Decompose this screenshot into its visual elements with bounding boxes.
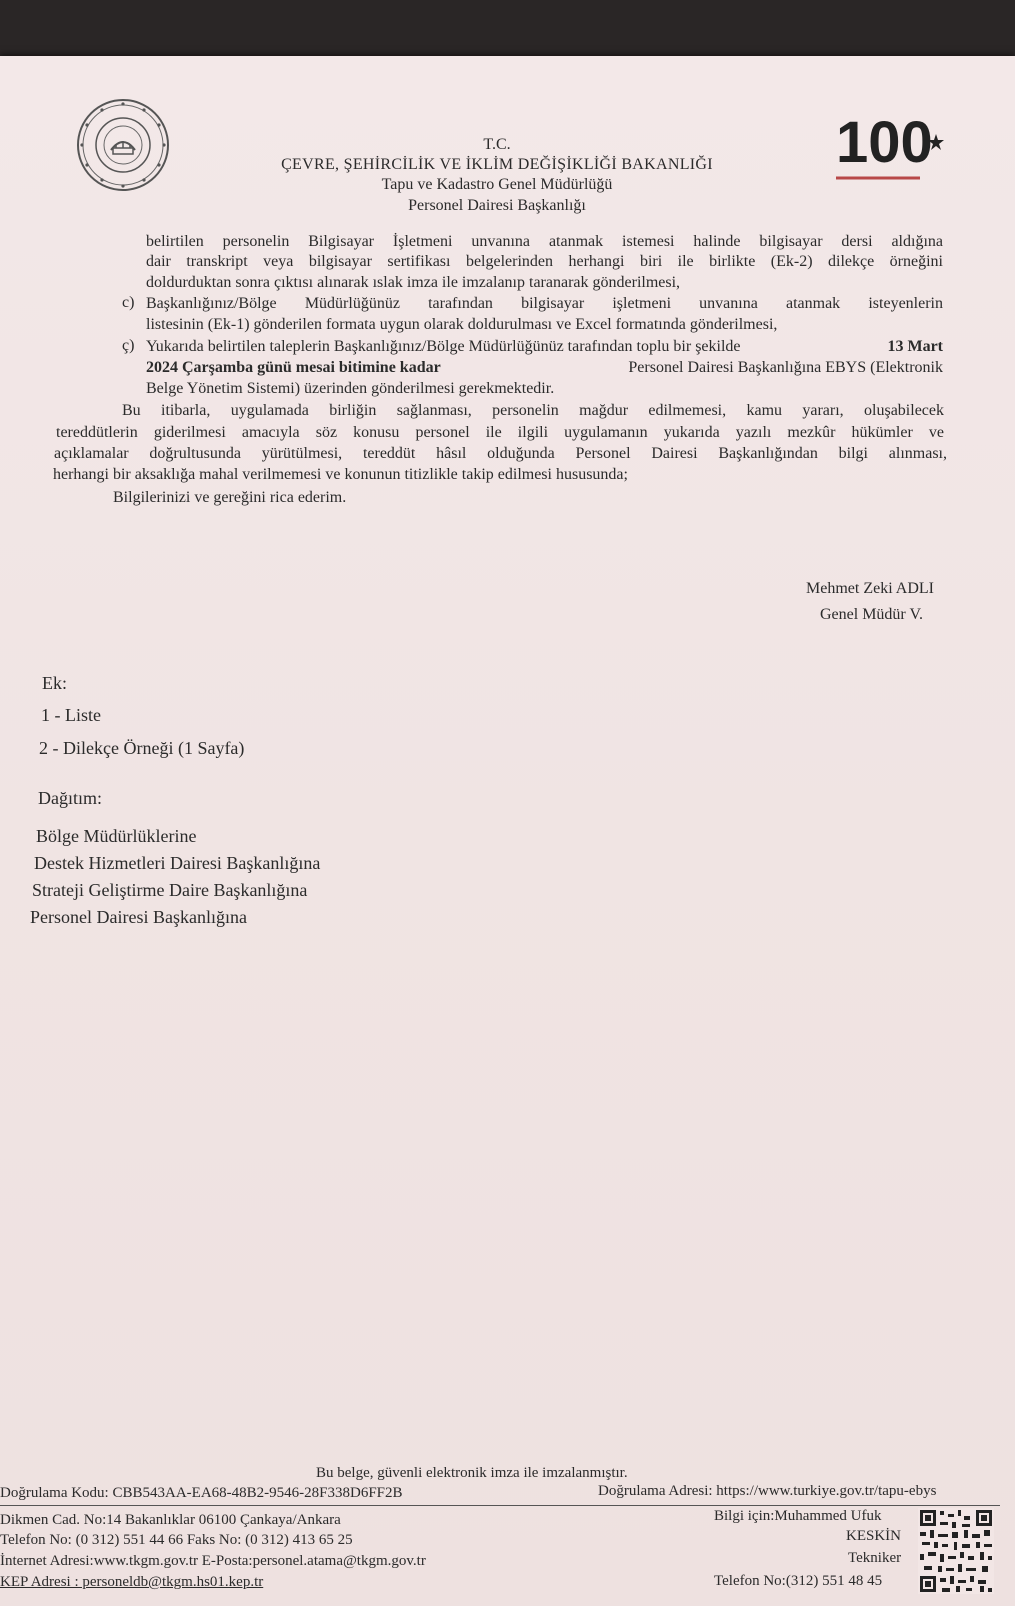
verification-code: Doğrulama Kodu: CBB543AA-EA68-48B2-9546-28F338D6FF2B xyxy=(0,1485,403,1501)
paragraph-line: Belge Yönetim Sistemi) üzerinden gönderilmesi gerekmektedir. xyxy=(146,380,555,397)
signer-title: Genel Müdür V. xyxy=(820,606,923,623)
closing-line: Bilgilerinizi ve gereğini rica ederim. xyxy=(113,489,347,506)
item-marker-c: c) xyxy=(122,294,135,311)
text-span: Yukarıda belirtilen taleplerin Başkanlığınız/Bölge Müdürlüğünüz tarafından toplu bir şekilde xyxy=(146,338,741,355)
header-directorate: Tapu ve Kadastro Genel Müdürlüğü xyxy=(381,176,613,193)
postal-address: Dikmen Cad. No:14 Bakanlıklar 06100 Çankaya/Ankara xyxy=(0,1512,341,1528)
centennial-number: 100 xyxy=(836,110,933,175)
ministry-seal-icon xyxy=(76,98,170,192)
distribution-label: Dağıtım: xyxy=(38,788,102,808)
phone-fax: Telefon No: (0 312) 551 44 66 Faks No: (0 312) 413 65 25 xyxy=(0,1532,353,1548)
kep-address: KEP Adresi : personeldb@tkgm.hs01.kep.tr xyxy=(0,1574,264,1590)
distribution-item: Bölge Müdürlüklerine xyxy=(36,826,197,846)
centennial-100-icon xyxy=(836,110,946,190)
paragraph-line xyxy=(146,337,943,357)
web-email: İnternet Adresi:www.tkgm.gov.tr E-Posta:personel.atama@tkgm.gov.tr xyxy=(0,1553,426,1569)
contact-phone: Telefon No:(312) 551 48 45 xyxy=(714,1573,883,1589)
deadline-text: 2024 Çarşamba günü mesai bitimine kadar xyxy=(146,359,441,376)
verification-address: Doğrulama Adresi: https://www.turkiye.gov.tr/tapu-ebys xyxy=(598,1483,937,1499)
esign-note: Bu belge, güvenli elektronik imza ile imzalanmıştır. xyxy=(316,1465,628,1481)
paragraph-line: Başkanlığınız/Bölge Müdürlüğünüz tarafından bilgisayar işletmeni unvanına atanmak isteyenlerin xyxy=(146,295,943,312)
text-span: Personel Dairesi Başkanlığına EBYS (Elektronik xyxy=(628,359,943,376)
paragraph-line: tereddütlerin giderilmesi amacıyla söz konusu personel ile ilgili uygulamanın yukarıda yazılı mezkûr hükümler ve xyxy=(56,424,944,441)
paragraph-line xyxy=(146,358,943,378)
deadline-date: 13 Mart xyxy=(887,338,943,355)
paragraph-line: listesinin (Ek-1) gönderilen formata uygun olarak doldurulması ve Excel formatında gönderilmesi, xyxy=(146,316,778,333)
item-marker-cc: ç) xyxy=(122,337,135,354)
header-ministry: ÇEVRE, ŞEHİRCİLİK VE İKLİM DEĞİŞİKLİĞİ BAKANLIĞI xyxy=(281,156,713,173)
paragraph-line: dair transkript veya bilgisayar sertifikası belgelerinden herhangi biri ile birlikte (Ek-2) dilekçe örneğini xyxy=(146,253,943,270)
contact-role: Tekniker xyxy=(848,1550,902,1566)
paragraph-line: doldurduktan sonra çıktısı alınarak ıslak imza ile imzalanıp taranarak gönderilmesi, xyxy=(146,274,681,291)
signer-name: Mehmet Zeki ADLI xyxy=(806,580,934,597)
distribution-item: Destek Hizmetleri Dairesi Başkanlığına xyxy=(34,853,321,873)
attachment-item: 2 - Dilekçe Örneği (1 Sayfa) xyxy=(39,738,245,758)
attachments-label: Ek: xyxy=(42,673,67,693)
paragraph-line: belirtilen personelin Bilgisayar İşletmeni unvanına atanmak istemesi halinde bilgisayar dersi aldığına xyxy=(146,233,943,250)
header-department: Personel Dairesi Başkanlığı xyxy=(408,197,586,214)
qr-code-icon xyxy=(918,1508,994,1594)
footer-divider xyxy=(0,1505,1000,1506)
distribution-item: Personel Dairesi Başkanlığına xyxy=(30,907,247,927)
header-tc: T.C. xyxy=(483,136,511,153)
contact-person: Bilgi için:Muhammed Ufuk xyxy=(714,1508,882,1524)
distribution-item: Strateji Geliştirme Daire Başkanlığına xyxy=(32,880,308,900)
centennial-logo xyxy=(836,110,946,190)
attachment-item: 1 - Liste xyxy=(41,705,101,725)
contact-surname: KESKİN xyxy=(846,1528,901,1544)
paragraph-line: herhangi bir aksaklığa mahal verilmemesi ve konunun titizlikle takip edilmesi hususunda; xyxy=(53,466,628,483)
paragraph-line: açıklamalar doğrultusunda yürütülmesi, tereddüt hâsıl olduğunda Personel Dairesi Başkanlığından bilgi alınması, xyxy=(54,445,947,462)
paragraph-line: Bu itibarla, uygulamada birliğin sağlanması, personelin mağdur edilmemesi, kamu yararı, oluşabilecek xyxy=(122,402,944,419)
